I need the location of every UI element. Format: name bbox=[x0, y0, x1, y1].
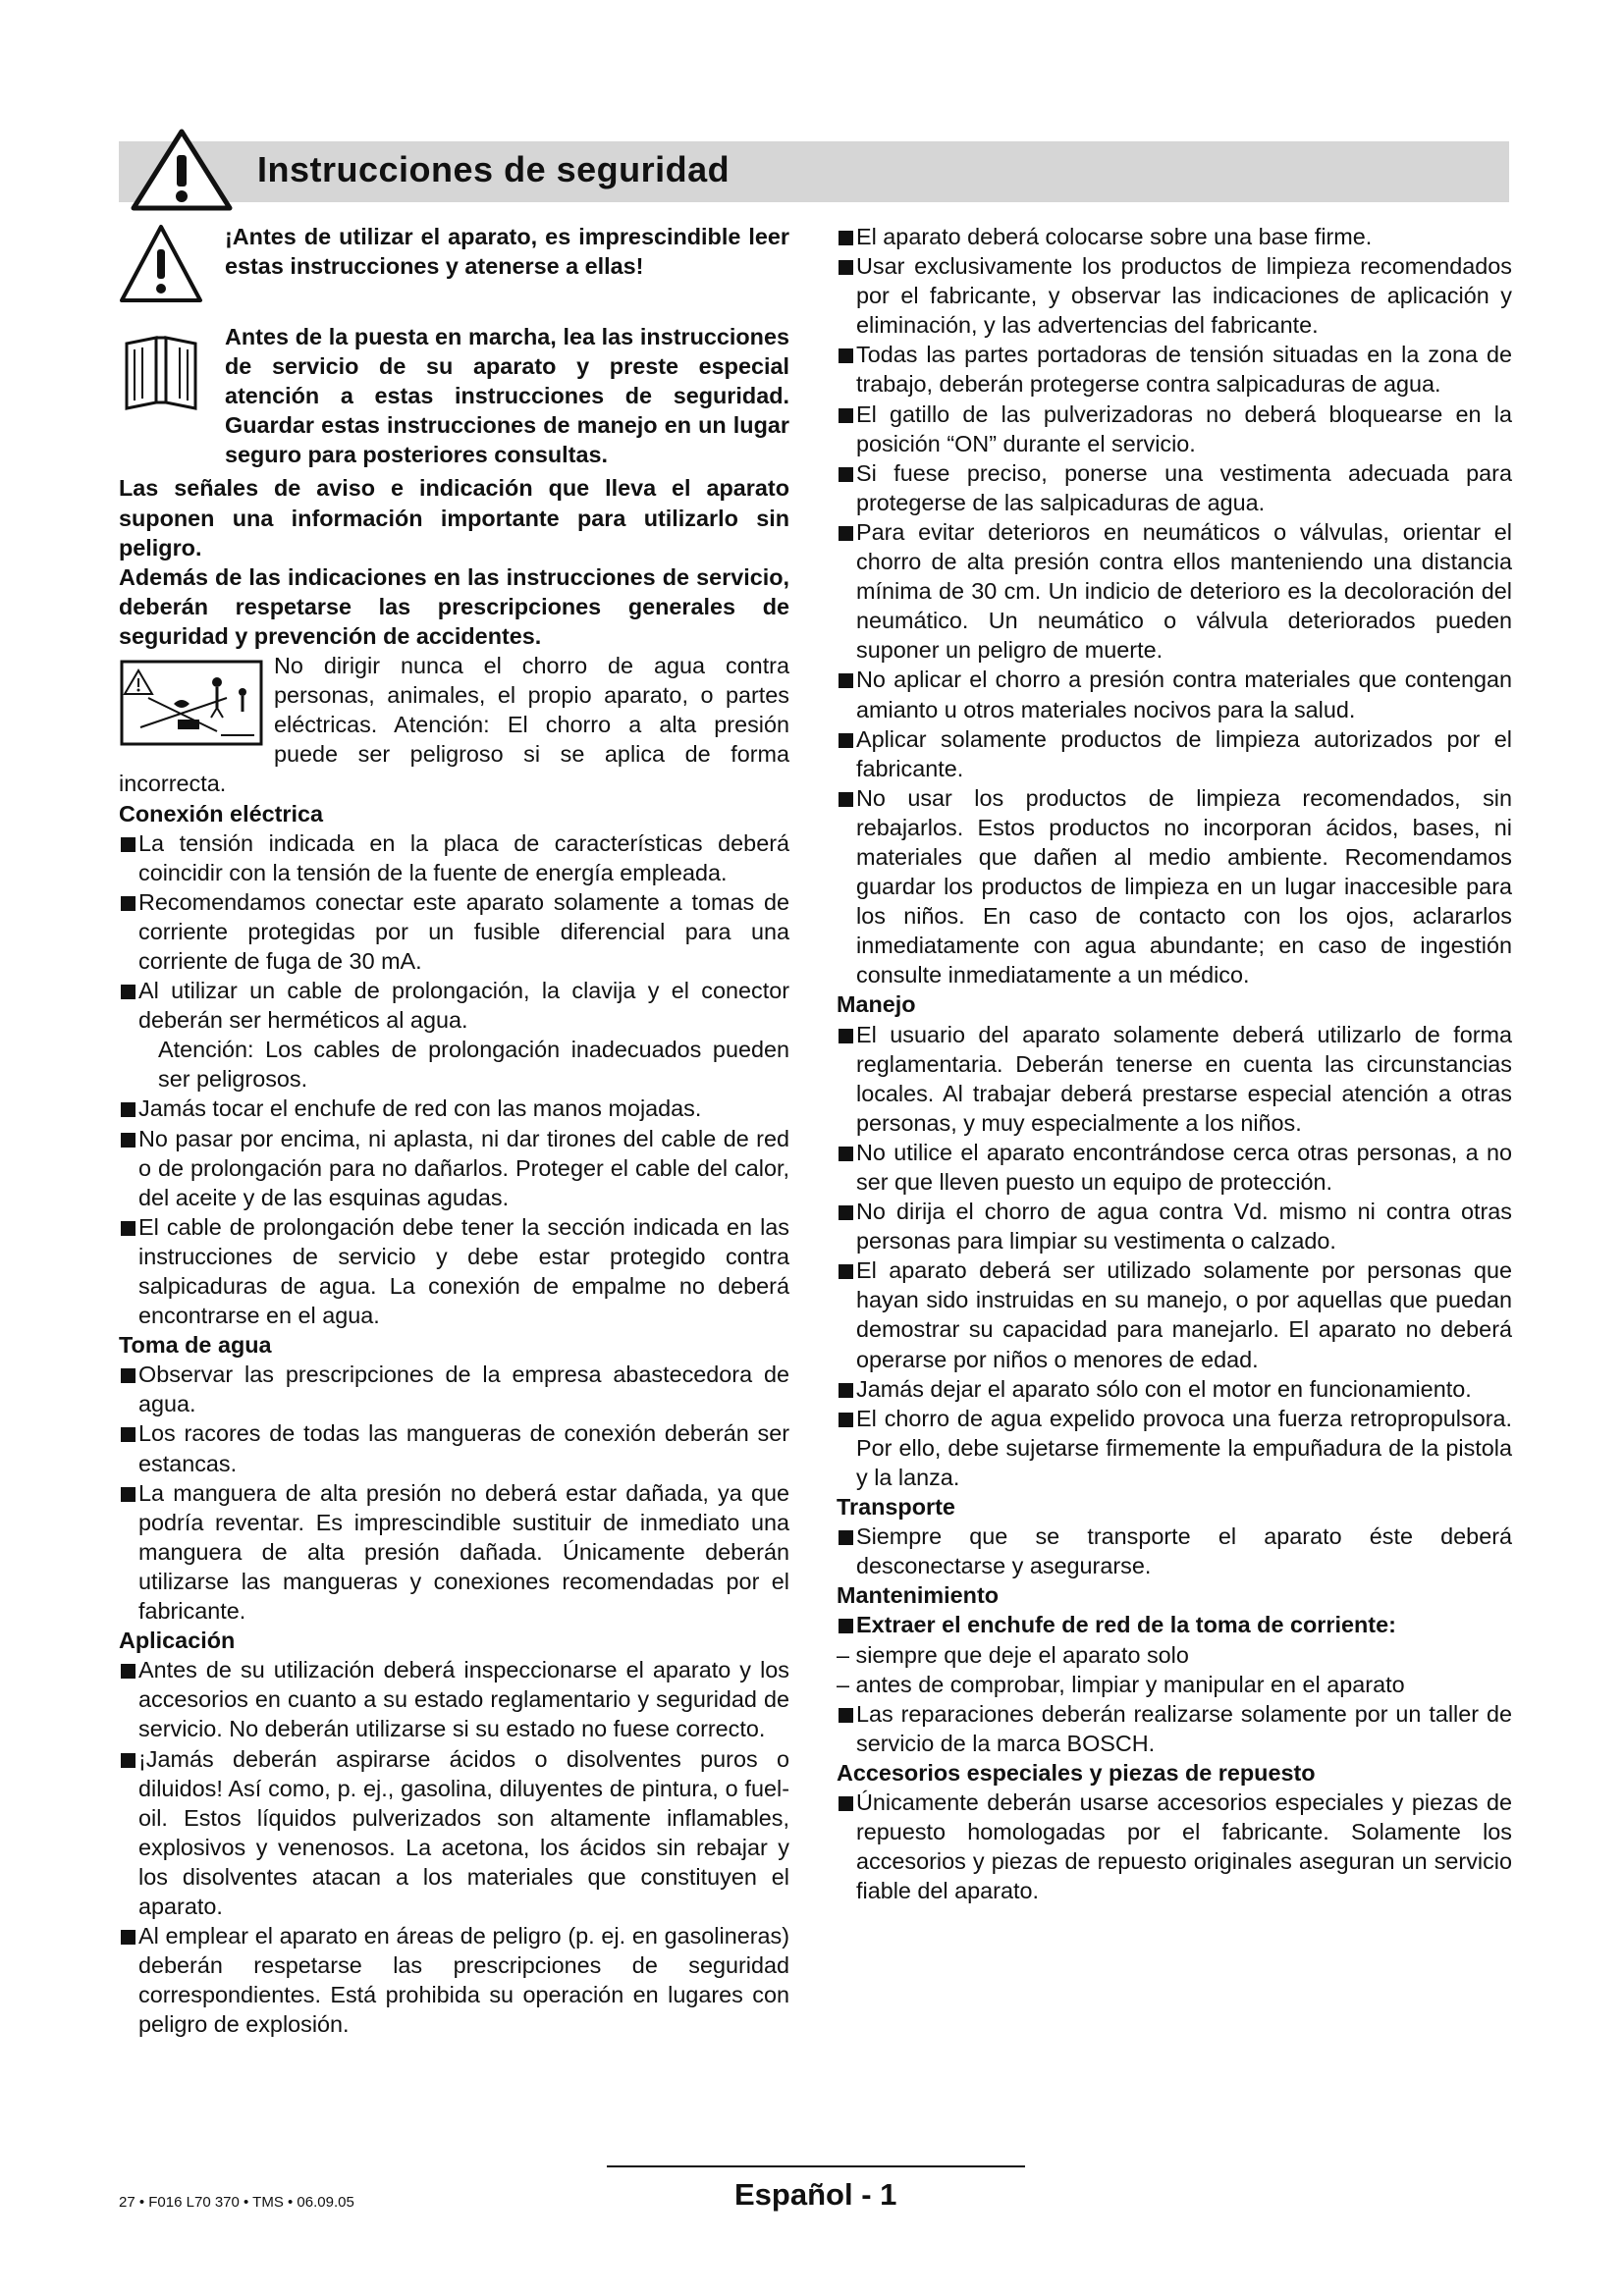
list-item: Observar las prescripciones de la empresa abastecedora de agua. bbox=[119, 1360, 789, 1418]
heading-accessories: Accesorios especiales y piezas de repuesto bbox=[837, 1759, 1316, 1786]
list-item: No pasar por encima, ni aplasta, ni dar tirones del cable de red o de prolongación para no dañarlos. Proteger el cable del calor, del aceite y de las esquinas agudas. bbox=[119, 1124, 789, 1212]
list-item: Recomendamos conectar este aparato solamente a tomas de corriente protegidas por un fusible diferencial para una corriente de fuga de 30 mA. bbox=[119, 887, 789, 976]
list-item: Jamás tocar el enchufe de red con las manos mojadas. bbox=[119, 1094, 789, 1123]
list-item: El aparato deberá ser utilizado solamente por personas que hayan sido instruidas en su manejo, o por aquellas que puedan demostrar su capacidad para manejarlo. El aparato no deberá operarse por niños o menores de edad. bbox=[837, 1255, 1512, 1373]
list-item: No usar los productos de limpieza recomendados, sin rebajarlos. Estos productos no incorporan ácidos, bases, ni materiales que dañen al medio ambiente. Recomendamos guardar los productos de limpieza en un lugar inaccesible para los niños. En caso de contacto con los ojos, aclararlos inmediatamente con agua abundante; en caso de ingestión consulte inmediatamente a un médico. bbox=[837, 783, 1512, 990]
list-item: Para evitar deterioros en neumáticos o válvulas, orientar el chorro de alta presión contra ellos manteniendo una distancia mínima de 30 cm. Un indicio de deterioro es la decoloración del neumático. Un neumático o válvula deteriorados pueden suponer un peligro de muerte. bbox=[837, 517, 1512, 665]
list-item: La tensión indicada en la placa de características deberá coincidir con la tensión de la fuente de energía empleada. bbox=[119, 828, 789, 887]
read-manual-icon bbox=[119, 330, 203, 412]
list-item: Los racores de todas las mangueras de conexión deberán ser estancas. bbox=[119, 1418, 789, 1477]
water-jet-block bbox=[119, 651, 789, 798]
list-item: Si fuese preciso, ponerse una vestimenta adecuada para protegerse de las salpicaduras de agua. bbox=[837, 458, 1512, 517]
dash-item: – antes de comprobar, limpiar y manipular en el aparato bbox=[837, 1671, 1405, 1697]
heading-maintenance: Mantenimiento bbox=[837, 1582, 1000, 1609]
list-item: Todas las partes portadoras de tensión situadas en la zona de trabajo, deberán protegerse contra salpicaduras de agua. bbox=[837, 340, 1512, 399]
water-jet-warning-icon bbox=[119, 659, 264, 747]
footer-rule bbox=[607, 2165, 1025, 2167]
list-item: La manguera de alta presión no deberá estar dañada, ya que podría reventar. Es imprescindible sustituir de inmediato una manguera de alta presión dañada. Únicamente deberán utilizarse las mangueras y conexiones recomendadas por el fabricante. bbox=[119, 1478, 789, 1626]
list-item: Siempre que se transporte el aparato éste deberá desconectarse y asegurarse. bbox=[837, 1522, 1512, 1580]
list-item: No dirija el chorro de agua contra Vd. mismo ni contra otras personas para limpiar su vestimenta o calzado. bbox=[837, 1197, 1512, 1255]
list-item: Usar exclusivamente los productos de limpieza recomendados por el fabricante, y observar las indicaciones de aplicación y eliminación, y las advertencias del fabricante. bbox=[837, 251, 1512, 340]
warning-signs-paragraph: Las señales de aviso e indicación que lleva el aparato suponen una información importante para utilizarlo sin peligro. bbox=[119, 475, 789, 561]
water-jet-text: No dirigir nunca el chorro de agua contra personas, animales, el propio aparato, o partes eléctricas. Atención: El chorro a alta presión puede ser peligroso si se aplica de forma incorrecta. bbox=[119, 653, 789, 797]
list-item: Únicamente deberán usarse accesorios especiales y piezas de repuesto homologadas por el fabricante. Solamente los accesorios y piezas de repuesto originales aseguran un servicio fiable del aparato. bbox=[837, 1788, 1512, 1905]
manual-block bbox=[119, 322, 789, 469]
list-item: El gatillo de las pulverizadoras no deberá bloquearse en la posición “ON” durante el servicio. bbox=[837, 400, 1512, 458]
list-item: Aplicar solamente productos de limpieza autorizados por el fabricante. bbox=[837, 724, 1512, 783]
list-item: No aplicar el chorro a presión contra materiales que contengan amianto u otros materiales nocivos para la salud. bbox=[837, 665, 1512, 723]
warning-triangle-icon bbox=[128, 128, 236, 212]
heading-water: Toma de agua bbox=[119, 1332, 272, 1359]
dash-item: – siempre que deje el aparato solo bbox=[837, 1641, 1189, 1668]
list-item: El usuario del aparato solamente deberá utilizarlo de forma reglamentaria. Deberán tenerse en cuenta las circunstancias locales. Al trabajar deberá prestarse especial atención a otras personas, y muy especialmente a los niños. bbox=[837, 1020, 1512, 1138]
list-item: Al utilizar un cable de prolongación, la clavija y el conector deberán ser herméticos al agua. bbox=[119, 976, 789, 1035]
page-title: Instrucciones de seguridad bbox=[257, 149, 731, 189]
heading-transport: Transporte bbox=[837, 1494, 955, 1521]
list-item: No utilice el aparato encontrándose cerca otras personas, a no ser que lleven puesto un equipo de protección. bbox=[837, 1138, 1512, 1197]
list-item: Las reparaciones deberán realizarse solamente por un taller de servicio de la marca BOSCH. bbox=[837, 1699, 1512, 1758]
manual-text: Antes de la puesta en marcha, lea las instrucciones de servicio de su aparato y preste especial atención a estas instrucciones de seguridad. Guardar estas instrucciones de manejo en un lugar seguro para posteriores consultas. bbox=[225, 324, 789, 468]
list-item: El aparato deberá colocarse sobre una base firme. bbox=[837, 222, 1512, 251]
general-safety-paragraph: Además de las indicaciones en las instrucciones de servicio, deberán respetarse las prescripciones generales de seguridad y prevención de accidentes. bbox=[119, 563, 789, 649]
list-item: El chorro de agua expelido provoca una fuerza retropropulsora. Por ello, debe sujetarse firmemente la empuñadura de la pistola y la lanza. bbox=[837, 1404, 1512, 1492]
warning-block bbox=[119, 222, 789, 310]
heading-application: Aplicación bbox=[119, 1628, 236, 1654]
footer-code: 27 • F016 L70 370 • TMS • 06.09.05 bbox=[119, 2194, 354, 2211]
list-item: Extraer el enchufe de red de la toma de corriente: bbox=[837, 1610, 1512, 1639]
warning-text: ¡Antes de utilizar el aparato, es imprescindible leer estas instrucciones y atenerse a ellas! bbox=[225, 224, 789, 280]
extension-cable-note: Atención: Los cables de prolongación inadecuados pueden ser peligrosos. bbox=[158, 1037, 789, 1093]
warning-icon bbox=[119, 224, 203, 304]
list-item: Jamás dejar el aparato sólo con el motor en funcionamiento. bbox=[837, 1374, 1512, 1404]
list-item: Antes de su utilización deberá inspeccionarse el aparato y los accesorios en cuanto a su estado reglamentario y seguridad de servicio. No deberán utilizarse si su estado no fuese correcto. bbox=[119, 1655, 789, 1743]
heading-electrical: Conexión eléctrica bbox=[119, 800, 323, 827]
list-item: ¡Jamás deberán aspirarse ácidos o disolventes puros o diluidos! Así como, p. ej., gasolina, diluyentes de pintura, o fuel-oil. Estos líquidos pulverizados son altamente inflamables, explosivos y venenosos. La acetona, los ácidos sin rebajar y los disolventes atacan a los materiales que constituyen el aparato. bbox=[119, 1744, 789, 1922]
right-column bbox=[837, 222, 1512, 1905]
heading-handling: Manejo bbox=[837, 991, 916, 1018]
left-column bbox=[119, 222, 789, 2039]
page-number: Español - 1 bbox=[734, 2177, 897, 2212]
list-item: Al emplear el aparato en áreas de peligro (p. ej. en gasolineras) deberán respetarse las prescripciones de seguridad correspondientes. Está prohibida su operación en lugares con peligro de explosión. bbox=[119, 1921, 789, 2039]
list-item: El cable de prolongación debe tener la sección indicada en las instrucciones de servicio y debe estar protegido contra salpicaduras de agua. La conexión de empalme no deberá encontrarse en el agua. bbox=[119, 1212, 789, 1330]
